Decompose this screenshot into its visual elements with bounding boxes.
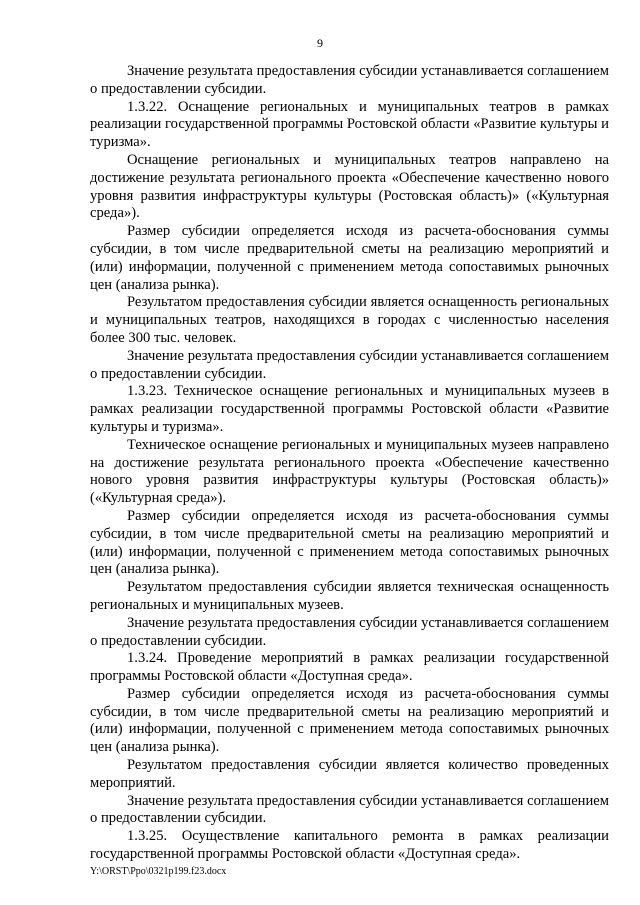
paragraph: Значение результата предоставления субсидии устанавливается соглашением о предоставлении субсидии. [90,347,609,382]
paragraph: 1.3.22. Оснащение региональных и муниципальных театров в рамках реализации государственной программы Ростовской области «Развитие культуры и туризма». [90,98,609,151]
paragraph: Значение результата предоставления субсидии устанавливается соглашением о предоставлении субсидии. [90,63,609,97]
paragraph: 1.3.25. Осуществление капитального ремонта в рамках реализации государственной программы Ростовской области «Доступная среда». [90,828,609,863]
footer-file-path: Y:\ORST\Ppo\0321p199.f23.docx [90,866,227,877]
paragraph: Размер субсидии определяется исходя из расчета-обоснования суммы субсидии, в том числе предварительной сметы на реализацию мероприятий и (или) информации, полученной с применением метода сопоставимых рыночных цен (анализа рынка). [90,223,609,293]
paragraph: Результатом предоставления субсидии является количество проведенных мероприятий. [90,757,609,791]
paragraph: Техническое оснащение региональных и муниципальных музеев направлено на достижение результата регионального проекта «Обеспечение качественно нового уровня развития инфраструктуры культуры (Ростовская область)» («Культурная среда»). [90,436,609,507]
paragraph: Размер субсидии определяется исходя из расчета-обоснования суммы субсидии, в том числе предварительной сметы на реализацию мероприятий и (или) информации, полученной с применением метода сопоставимых рыночных цен (анализа рынка). [90,685,609,756]
paragraph: 1.3.23. Техническое оснащение региональных и муниципальных музеев в рамках реализации государственной программы Ростовской области «Развитие культуры и туризма». [90,383,609,435]
document-body [90,63,609,864]
paragraph: Значение результата предоставления субсидии устанавливается соглашением о предоставлении субсидии. [90,614,609,649]
paragraph: 1.3.24. Проведение мероприятий в рамках реализации государственной программы Ростовской области «Доступная среда». [90,650,609,685]
paragraph: Результатом предоставления субсидии является техническая оснащенность региональных и муниципальных музеев. [90,579,609,613]
paragraph: Результатом предоставления субсидии является оснащенность региональных и муниципальных театров, находящихся в городах с численностью населения более 300 тыс. человек. [90,294,609,346]
paragraph: Размер субсидии определяется исходя из расчета-обоснования суммы субсидии, в том числе предварительной сметы на реализацию мероприятий и (или) информации, полученной с применением метода сопоставимых рыночных цен (анализа рынка). [90,507,609,578]
paragraph: Оснащение региональных и муниципальных театров направлено на достижение результата регионального проекта «Обеспечение качественно нового уровня развития инфраструктуры культуры (Ростовская область)» («Культурная среда»). [90,151,609,222]
page-number: 9 [317,36,323,50]
paragraph: Значение результата предоставления субсидии устанавливается соглашением о предоставлении субсидии. [90,792,609,827]
